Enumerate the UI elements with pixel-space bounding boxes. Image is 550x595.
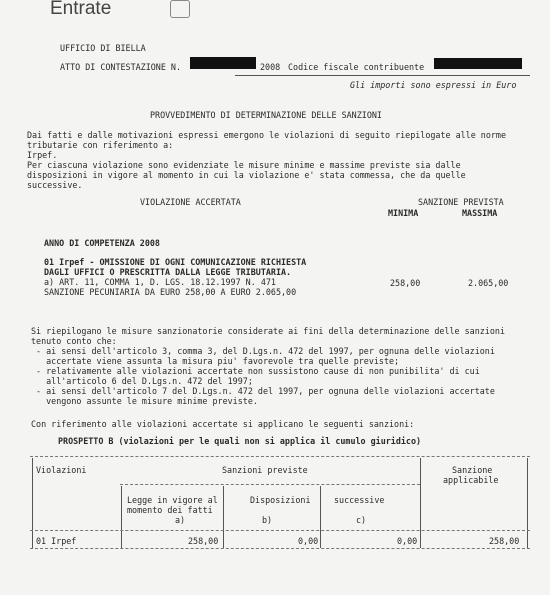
- table-divider-a: [121, 486, 122, 548]
- col-applicabile-header-1: Sanzione: [452, 465, 493, 475]
- republic-emblem-icon: [170, 0, 190, 18]
- sanzione-prevista-heading: SANZIONE PREVISTA: [418, 197, 504, 207]
- sub-a-line-1: Legge in vigore al: [127, 495, 218, 505]
- violation-massima: 2.065,00: [468, 278, 509, 288]
- table-divider-b: [223, 486, 224, 548]
- table-divider-c: [320, 486, 321, 548]
- table-left-border: [32, 458, 33, 548]
- violation-line-3: a) ART. 11, COMMA 1, D. LGS. 18.12.1997 N. 471: [44, 277, 276, 287]
- row-label: 01 Irpef: [36, 536, 77, 546]
- violation-line-2: DAGLI UFFICI O PRESCRITTA DALLA LEGGE TRIBUTARIA.: [44, 267, 292, 277]
- intro-line-4: Per ciascuna violazione sono evidenziate le misure minime e massime previste sia dalle: [27, 160, 461, 170]
- violazione-accertata-heading: VIOLAZIONE ACCERTATA: [140, 197, 241, 207]
- agenzia-entrate-logo: [50, 0, 111, 20]
- riepilogo-line-8: vengono assunte le misure minime previste.: [31, 396, 258, 406]
- riepilogo-line-2: tenuto conto che:: [31, 336, 117, 346]
- table-right-border: [527, 458, 528, 548]
- table-top-border: [30, 456, 530, 457]
- table-sub-border: [120, 484, 420, 485]
- prospetto-heading: PROSPETTO B (violazioni per le quali non si applica il cumulo giuridico): [58, 436, 422, 446]
- violation-minima: 258,00: [390, 278, 421, 288]
- row-value-a: 258,00: [188, 536, 219, 546]
- sub-c-letter: c): [356, 515, 367, 525]
- table-bottom-border: [30, 548, 530, 549]
- row-value-b: 0,00: [298, 536, 319, 546]
- riepilogo-line-7: - ai sensi dell'articolo 7 del D.Lgs.n. 472 del 1997, per ognuna delle violazioni accertate: [31, 386, 495, 396]
- row-value-applicabile: 258,00: [489, 536, 520, 546]
- table-header-bottom: [30, 530, 530, 531]
- header-divider: [235, 75, 530, 76]
- anno-competenza: ANNO DI COMPETENZA 2008: [44, 238, 160, 248]
- atto-label: ATTO DI CONTESTAZIONE N.: [60, 62, 182, 72]
- sub-b-label: Disposizioni: [250, 495, 311, 505]
- minima-heading: MINIMA: [388, 208, 419, 218]
- sub-a-line-2: momento dei fatti: [127, 505, 213, 515]
- importi-note: Gli importi sono espressi in Euro: [350, 80, 517, 90]
- riepilogo-line-6: all'articolo 6 del D.Lgs.n. 472 del 1997;: [31, 376, 253, 386]
- col-violazioni-header: Violazioni: [36, 465, 87, 475]
- sub-b-letter: b): [262, 515, 273, 525]
- redacted-atto-number: [190, 57, 256, 69]
- intro-line-6: successive.: [27, 180, 83, 190]
- intro-line-5: disposizioni in vigore al momento in cui la violazione e' stata commessa, che da quelle: [27, 170, 466, 180]
- riepilogo-line-4: accertate viene assunta la misura piu' favorevole tra quelle previste;: [31, 356, 400, 366]
- atto-year: 2008: [260, 62, 281, 72]
- document-title: PROVVEDIMENTO DI DETERMINAZIONE DELLE SANZIONI: [150, 110, 382, 120]
- col-sanzioni-previste-header: Sanzioni previste: [222, 465, 308, 475]
- violation-line-1: 01 Irpef - OMISSIONE DI OGNI COMUNICAZIONE RICHIESTA: [44, 257, 307, 267]
- intro-line-2: tributarie con riferimento a:: [27, 140, 174, 150]
- massima-heading: MASSIMA: [462, 208, 498, 218]
- intro-line-3: Irpef.: [27, 150, 58, 160]
- sub-a-line-3: a): [175, 515, 186, 525]
- riepilogo-line-3: - ai sensi dell'articolo 3, comma 3, del D.Lgs.n. 472 del 1997, per ognuna delle violazioni: [31, 346, 495, 356]
- col-applicabile-header-2: applicabile: [443, 475, 499, 485]
- riepilogo-line-5: - relativamente alle violazioni accertate non sussistono cause di non punibilita' di cui: [31, 366, 480, 376]
- row-value-c: 0,00: [397, 536, 418, 546]
- office-name: UFFICIO DI BIELLA: [60, 43, 146, 53]
- codice-fiscale-label: Codice fiscale contribuente: [288, 62, 425, 72]
- sub-c-label: successive: [334, 495, 385, 505]
- con-riferimento-text: Con riferimento alle violazioni accertate si applicano le seguenti sanzioni:: [31, 419, 415, 429]
- intro-line-1: Dai fatti e dalle motivazioni espressi emergono le violazioni di seguito riepilogate alle norme: [27, 130, 507, 140]
- riepilogo-line-1: Si riepilogano le misure sanzionatorie considerate ai fini della determinazione delle sanzioni: [31, 326, 505, 336]
- table-divider-applicabile: [420, 458, 421, 548]
- logo-text: Entrate: [50, 0, 112, 19]
- redacted-codice-fiscale: [434, 58, 522, 69]
- violation-line-4: SANZIONE PECUNIARIA DA EURO 258,00 A EURO 2.065,00: [44, 287, 297, 297]
